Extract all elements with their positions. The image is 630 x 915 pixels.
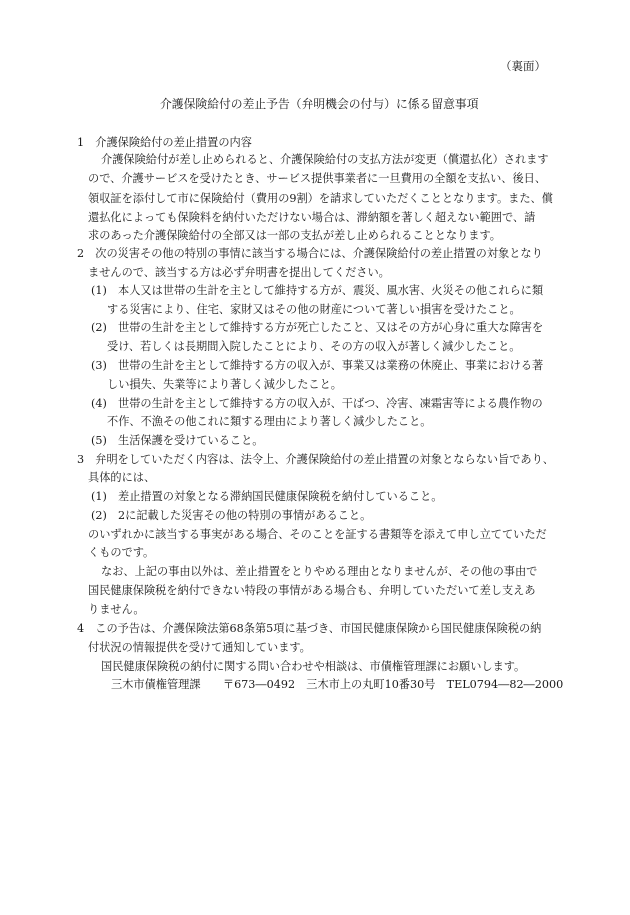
section-1-text: ので、介護サービスを受けたとき、サービス提供事業者に一旦費用の全額を支払い、後日、: [88, 172, 547, 185]
section-2-item: (5) 生活保護を受けていること。: [91, 434, 264, 447]
section-3-note: りません。: [88, 603, 145, 616]
section-2-item-cont: 不作、不漁その他これに類する理由により著しく減少したこと。: [107, 415, 432, 428]
section-2-heading: 2 次の災害その他の特別の事情に該当する場合には、介護保険給付の差止措置の対象となり: [77, 247, 543, 260]
section-1-text: 領収証を添付して市に保険給付（費用の9割）を請求していただくこととなります。また、償: [88, 192, 553, 205]
document-title: 介護保険給付の差止予告（弁明機会の付与）に係る留意事項: [160, 97, 479, 111]
section-3-text: のいずれかに該当する事実がある場合、そのことを証する書類等を添えて申し立てていただ: [88, 528, 547, 541]
section-4-text: 付状況の情報提供を受けて通知しています。: [88, 641, 311, 654]
section-3-text: くものです。: [88, 546, 155, 559]
section-3-note: 国民健康保険税を納付できない特段の事情がある場合も、弁明していただいて差し支えあ: [88, 584, 536, 597]
section-2-item: (1) 本人又は世帯の生計を主として維持する方が、震災、風水害、火災その他これらに類: [91, 284, 544, 297]
section-4-heading: 4 この予告は、介護保険法第68条第5項に基づき、市国民健康保険から国民健康保険税の納: [77, 622, 542, 635]
section-3-heading: 3 弁明をしていただく内容は、法令上、介護保険給付の差止措置の対象とならない旨であり、: [77, 453, 554, 466]
section-3-item: (2) 2に記載した災害その他の特別の事情があること。: [91, 509, 372, 522]
section-1-text: 介護保険給付が差し止められると、介護保険給付の支払方法が変更（償還払化）されます: [101, 153, 549, 166]
section-1-text: 求のあった介護保険給付の全部又は一部の支払が差し止められることとなります。: [88, 229, 501, 242]
section-1-text: 還払化によっても保険料を納付いただけない場合は、滞納額を著しく超えない範囲で、請: [88, 211, 536, 224]
section-2-item: (4) 世帯の生計を主として維持する方の収入が、干ばつ、冷害、凍霜害等による農作物の: [91, 397, 543, 410]
section-2-item-cont: する災害により、住宅、家財又はその他の財産について著しい損害を受けたこと。: [107, 303, 521, 316]
section-2-item: (3) 世帯の生計を主として維持する方の収入が、事業又は業務の休廃止、事業における著: [91, 359, 544, 372]
section-2-item-cont: 受け、若しくは長期間入院したことにより、その方の収入が著しく減少したこと。: [107, 340, 521, 353]
section-2-text: ませんので、該当する方は必ず弁明書を提出してください。: [88, 266, 390, 279]
section-1-heading: 1 介護保険給付の差止措置の内容: [77, 136, 252, 149]
section-3-note: なお、上記の事由以外は、差止措置をとりやめる理由となりませんが、その他の事由で: [101, 565, 538, 578]
section-3-text: 具体的には、: [88, 471, 156, 484]
section-3-item: (1) 差止措置の対象となる滞納国民健康保険税を納付していること。: [91, 490, 443, 503]
page-side-label: （裏面）: [500, 59, 546, 73]
section-2-item-cont: しい損失、失業等により著しく減少したこと。: [107, 378, 342, 391]
contact-info: 三木市債権管理課 〒673―0492 三木市上の丸町10番30号 TEL0794―82―2000: [111, 678, 564, 691]
section-2-item: (2) 世帯の生計を主として維持する方が死亡したこと、又はその方が心身に重大な障害を: [91, 321, 544, 334]
contact-note: 国民健康保険税の納付に関する問い合わせや相談は、市債権管理課にお願いします。: [101, 660, 526, 673]
